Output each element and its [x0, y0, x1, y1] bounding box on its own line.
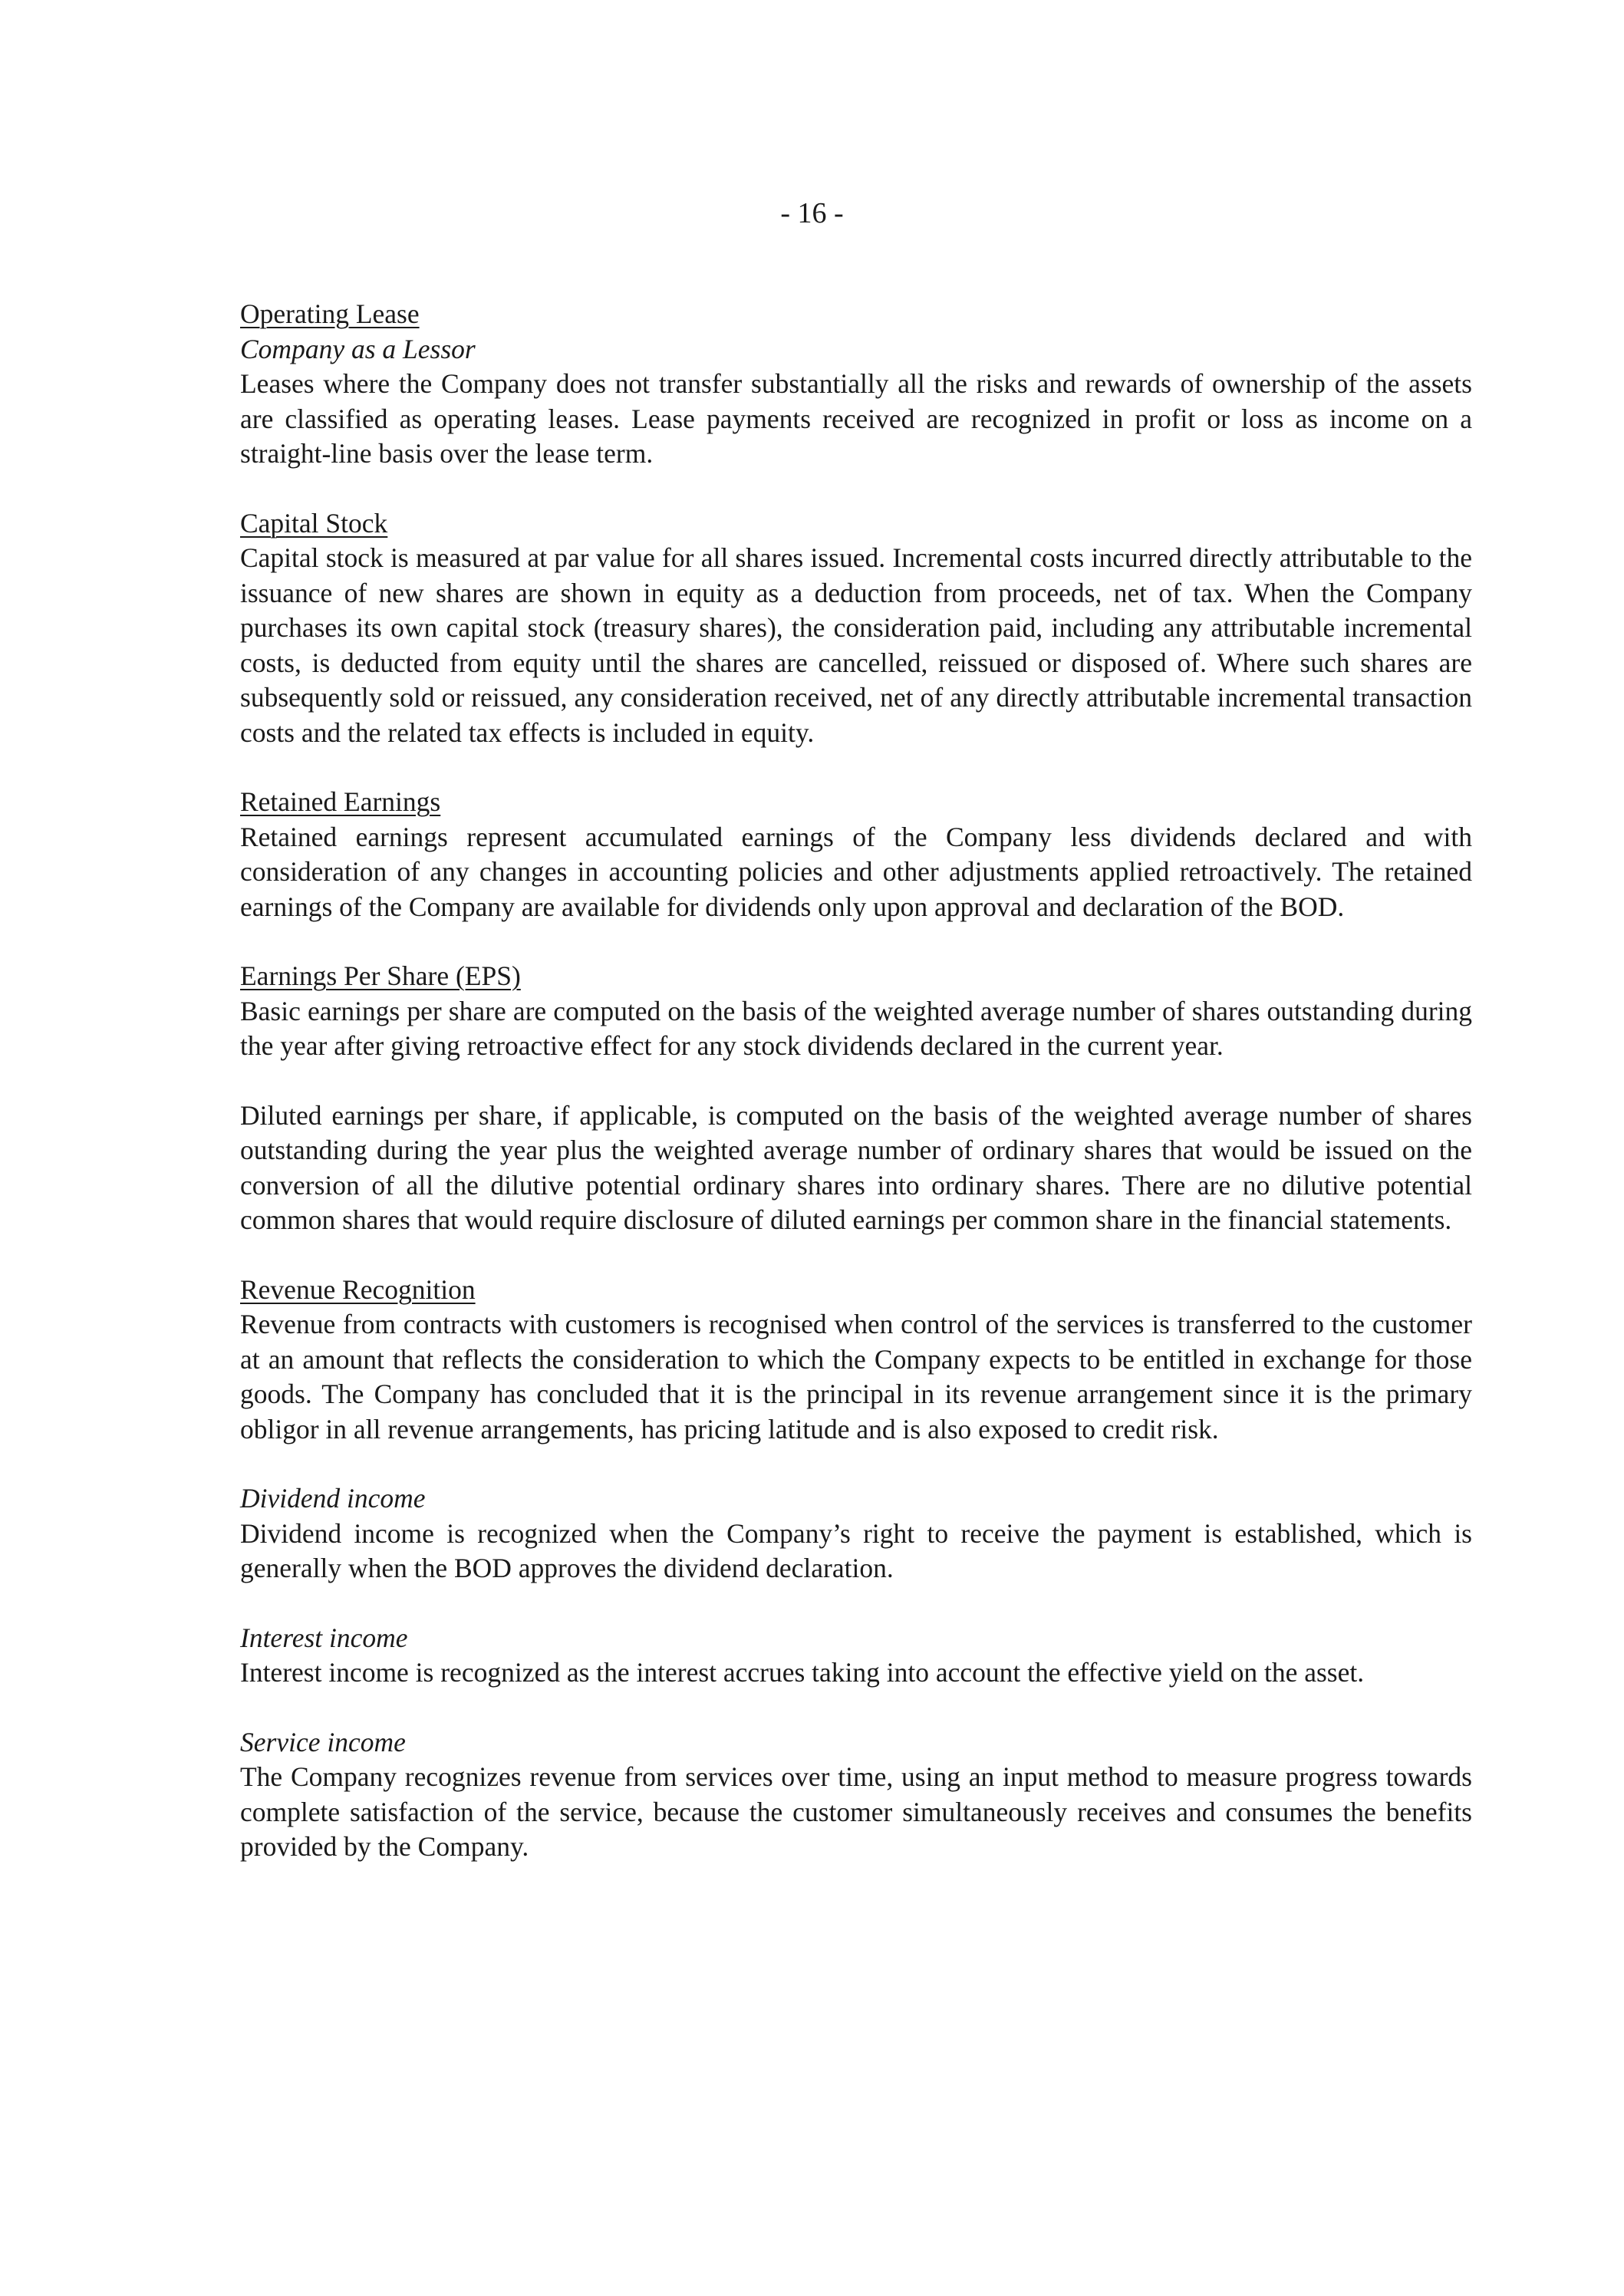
section-operating-lease: [240, 297, 1472, 472]
paragraph: Capital stock is measured at par value for all shares issued. Incremental costs incurred directly attributable to the issuance of new shares are shown in equity as a deduction from proceeds, net of tax. When the Company purchases its own capital stock (treasury shares), the consideration paid, including any attributable incremental costs, is deducted from equity until the shares are cancelled, reissued or disposed of. Where such shares are subsequently sold or reissued, any consideration received, net of any directly attributable incremental transaction costs and the related tax effects is included in equity.: [240, 542, 1472, 748]
paragraph: Retained earnings represent accumulated earnings of the Company less dividends declared and with consideration of any changes in accounting policies and other adjustments applied retroactively. The retained earnings of the Company are available for dividends only upon approval and declaration of the BOD.: [240, 821, 1472, 922]
section-heading: Operating Lease: [240, 298, 420, 329]
section-subheading: Company as a Lessor: [240, 333, 476, 364]
section-heading: Retained Earnings: [240, 786, 441, 817]
section-capital-stock: [240, 506, 1472, 751]
section-revenue-recognition: [240, 1273, 1472, 1448]
subsection-heading: Interest income: [240, 1622, 408, 1653]
paragraph: Leases where the Company does not transfer substantially all the risks and rewards of ownership of the assets are classified as operating leases. Lease payments received are recognized in profit or loss as income on a straight-line basis over the lease term.: [240, 368, 1472, 469]
subsection-service-income: [240, 1725, 1472, 1865]
section-heading: Capital Stock: [240, 507, 388, 539]
subsection-heading: Dividend income: [240, 1483, 426, 1514]
section-retained-earnings: [240, 785, 1472, 924]
subsection-dividend-income: [240, 1481, 1472, 1586]
page-number: - 16 -: [780, 197, 844, 229]
paragraph: Dividend income is recognized when the Company’s right to receive the payment is established, which is generally when the BOD approves the dividend declaration.: [240, 1517, 1472, 1583]
paragraph: Revenue from contracts with customers is recognised when control of the services is transferred to the customer at an amount that reflects the consideration to which the Company expects to be entitled in exchange for those goods. The Company has concluded that it is the principal in its revenue arrangement since it is the primary obligor in all revenue arrangements, has pricing latitude and is also exposed to credit risk.: [240, 1309, 1472, 1444]
document-body: [240, 297, 1472, 1899]
paragraph: Diluted earnings per share, if applicable, is computed on the basis of the weighted average number of shares outstanding during the year plus the weighted average number of ordinary shares that would be issued on the conversion of all the dilutive potential ordinary shares into ordinary shares. There are no dilutive potential common shares that would require disclosure of diluted earnings per common share in the financial statements.: [240, 1099, 1472, 1235]
section-earnings-per-share: [240, 959, 1472, 1238]
section-heading: Earnings Per Share (EPS): [240, 960, 521, 991]
subsection-interest-income: [240, 1621, 1472, 1691]
subsection-heading: Service income: [240, 1726, 406, 1757]
section-heading: Revenue Recognition: [240, 1273, 476, 1305]
paragraph: The Company recognizes revenue from services over time, using an input method to measure progress towards complete satisfaction of the service, because the customer simultaneously receives and consumes the benefits provided by the Company.: [240, 1761, 1472, 1862]
paragraph: Basic earnings per share are computed on the basis of the weighted average number of shares outstanding during the year after giving retroactive effect for any stock dividends declared in the current year.: [240, 995, 1472, 1061]
paragraph: Interest income is recognized as the interest accrues taking into account the effective yield on the asset.: [240, 1657, 1365, 1688]
